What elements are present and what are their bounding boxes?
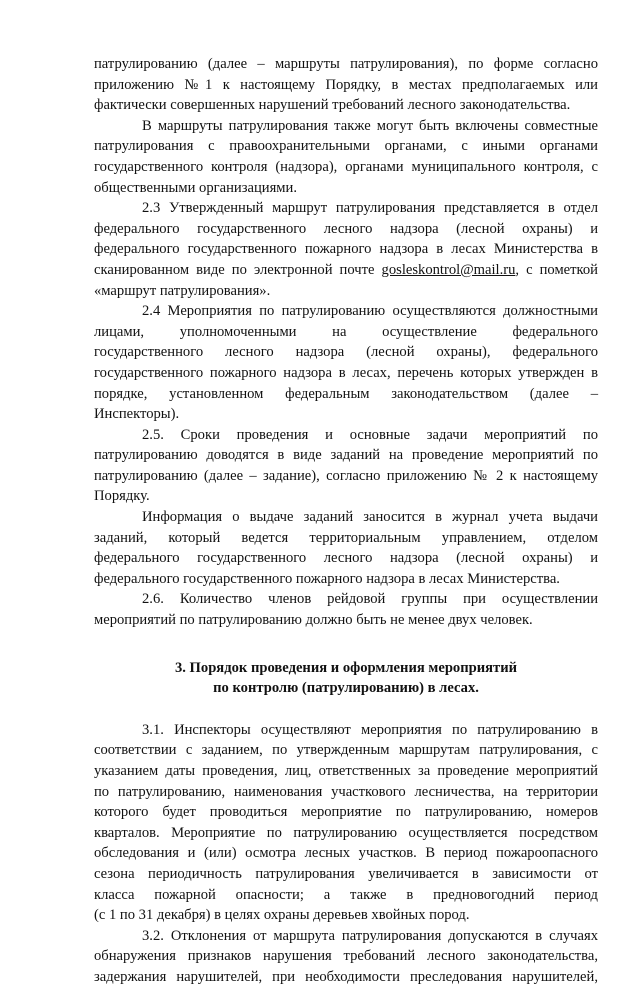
paragraph-line	[94, 260, 598, 281]
paragraph-line: указанием даты проведения, лиц, ответственных за проведение мероприятий	[94, 763, 598, 779]
paragraph-line: 3.1. Инспекторы осуществляют мероприятия по патрулированию в	[142, 721, 598, 738]
section-2-paragraphs-end	[94, 301, 598, 631]
paragraph	[94, 589, 598, 630]
paragraph-line: задержания нарушителей, при необходимости преследования нарушителей,	[94, 968, 598, 985]
paragraph	[94, 720, 598, 926]
paragraph-line: федерального государственного лесного надзора (лесной охраны) и	[94, 220, 598, 237]
paragraph-line: федерального государственного лесного надзора (лесной охраны) и	[94, 550, 598, 567]
paragraph-line: общественными организациями.	[94, 179, 298, 196]
paragraph-line: соответствии с заданием, по утвержденным маршрутам патрулирования, с	[94, 742, 598, 759]
paragraph-line: порядке, установленном федеральным законодательством (далее –	[94, 385, 598, 402]
paragraph-line: сезона периодичность патрулирования увеличивается в зависимости от	[94, 865, 598, 882]
paragraph-line: государственного контроля (надзора), органами муниципального контроля, с	[94, 158, 598, 175]
paragraph-line: государственного лесного надзора (лесной охраны), федерального	[94, 344, 598, 361]
paragraph	[94, 507, 598, 589]
paragraph-line: обследования и (или) осмотра лесных участков. В период пожароопасного	[94, 845, 598, 862]
paragraph-line: 2.5. Сроки проведения и основные задачи мероприятий по	[142, 426, 598, 443]
paragraph-line: 2.6. Количество членов рейдовой группы при осуществлении	[142, 591, 598, 608]
text-fragment: , с пометкой	[515, 261, 598, 278]
paragraph-line: мероприятий по патрулированию должно быть не менее двух человек.	[94, 612, 533, 629]
paragraph	[94, 926, 598, 988]
paragraph-line: (с 1 по 31 декабря) в целях охраны деревьев хвойных пород.	[94, 907, 470, 924]
paragraph-line: которого будет проводиться мероприятие по патрулированию, номеров	[94, 804, 598, 821]
section-3-heading	[94, 658, 598, 699]
paragraph-line: приложению №1 к настоящему Порядку, в местах предполагаемых или	[94, 76, 598, 93]
paragraph	[94, 116, 598, 198]
paragraph-line: патрулирования с правоохранительными органами, с иными органами	[94, 138, 598, 155]
paragraph-line: Инспекторы).	[94, 406, 180, 423]
text-fragment: сканированном виде по электронной почте	[94, 261, 382, 278]
paragraph-line: государственного пожарного надзора в лесах, перечень которых утвержден в	[94, 364, 598, 381]
paragraph-line: 3.2. Отклонения от маршрута патрулирования допускаются в случаях	[142, 927, 598, 944]
paragraph	[94, 301, 598, 425]
paragraph-line: 2.4 Мероприятия по патрулированию осуществляются должностными	[142, 303, 598, 320]
paragraph-line: Информация о выдаче заданий заносится в журнал учета выдачи	[142, 509, 598, 526]
paragraph-line: патрулированию (далее – маршруты патрулирования), по форме согласно	[94, 56, 598, 72]
paragraph-line: кварталов. Мероприятие по патрулированию осуществляется посредством	[94, 824, 598, 841]
paragraph-line: обнаружения признаков нарушения требований лесного законодательства,	[94, 948, 598, 965]
section-3-paragraphs	[94, 720, 598, 988]
paragraph-line: 2.3 Утвержденный маршрут патрулирования представляется в отдел	[142, 200, 598, 217]
paragraph-2-3	[94, 198, 598, 301]
paragraph-line: федерального государственного пожарного надзора в лесах Министерства.	[94, 570, 560, 587]
paragraph-line: фактически совершенных нарушений требований лесного законодательства.	[94, 97, 571, 114]
document-page	[94, 54, 598, 988]
section-heading-line: по контролю (патрулированию) в лесах.	[213, 680, 479, 697]
paragraph-line: Порядку.	[94, 488, 150, 505]
paragraph-line: федерального государственного пожарного надзора в лесах Министерства в	[94, 241, 598, 258]
paragraph	[94, 425, 598, 507]
email-link[interactable]: gosleskontrol@mail.ru	[381, 261, 516, 278]
paragraph-line: В маршруты патрулирования также могут быть включены совместные	[142, 117, 598, 134]
paragraph-line: патрулированию (далее – задание), согласно приложению № 2 к настоящему	[94, 467, 598, 484]
section-heading-line: 3. Порядок проведения и оформления мероприятий	[174, 659, 518, 676]
paragraph-line: класса пожарной опасности; а также в предновогодний период	[94, 886, 598, 903]
paragraph-line: лицами, уполномоченными на осуществление федерального	[94, 323, 598, 340]
paragraph	[94, 54, 598, 116]
paragraph-line: по патрулированию, наименования участкового лесничества, на территории	[94, 783, 598, 800]
section-2-paragraphs-start	[94, 54, 598, 198]
paragraph-line: «маршрут патрулирования».	[94, 282, 271, 299]
paragraph-line: заданий, который ведется территориальным управлением, отделом	[94, 529, 598, 546]
paragraph-line: патрулированию доводятся в виде заданий на проведение мероприятий по	[94, 447, 598, 464]
